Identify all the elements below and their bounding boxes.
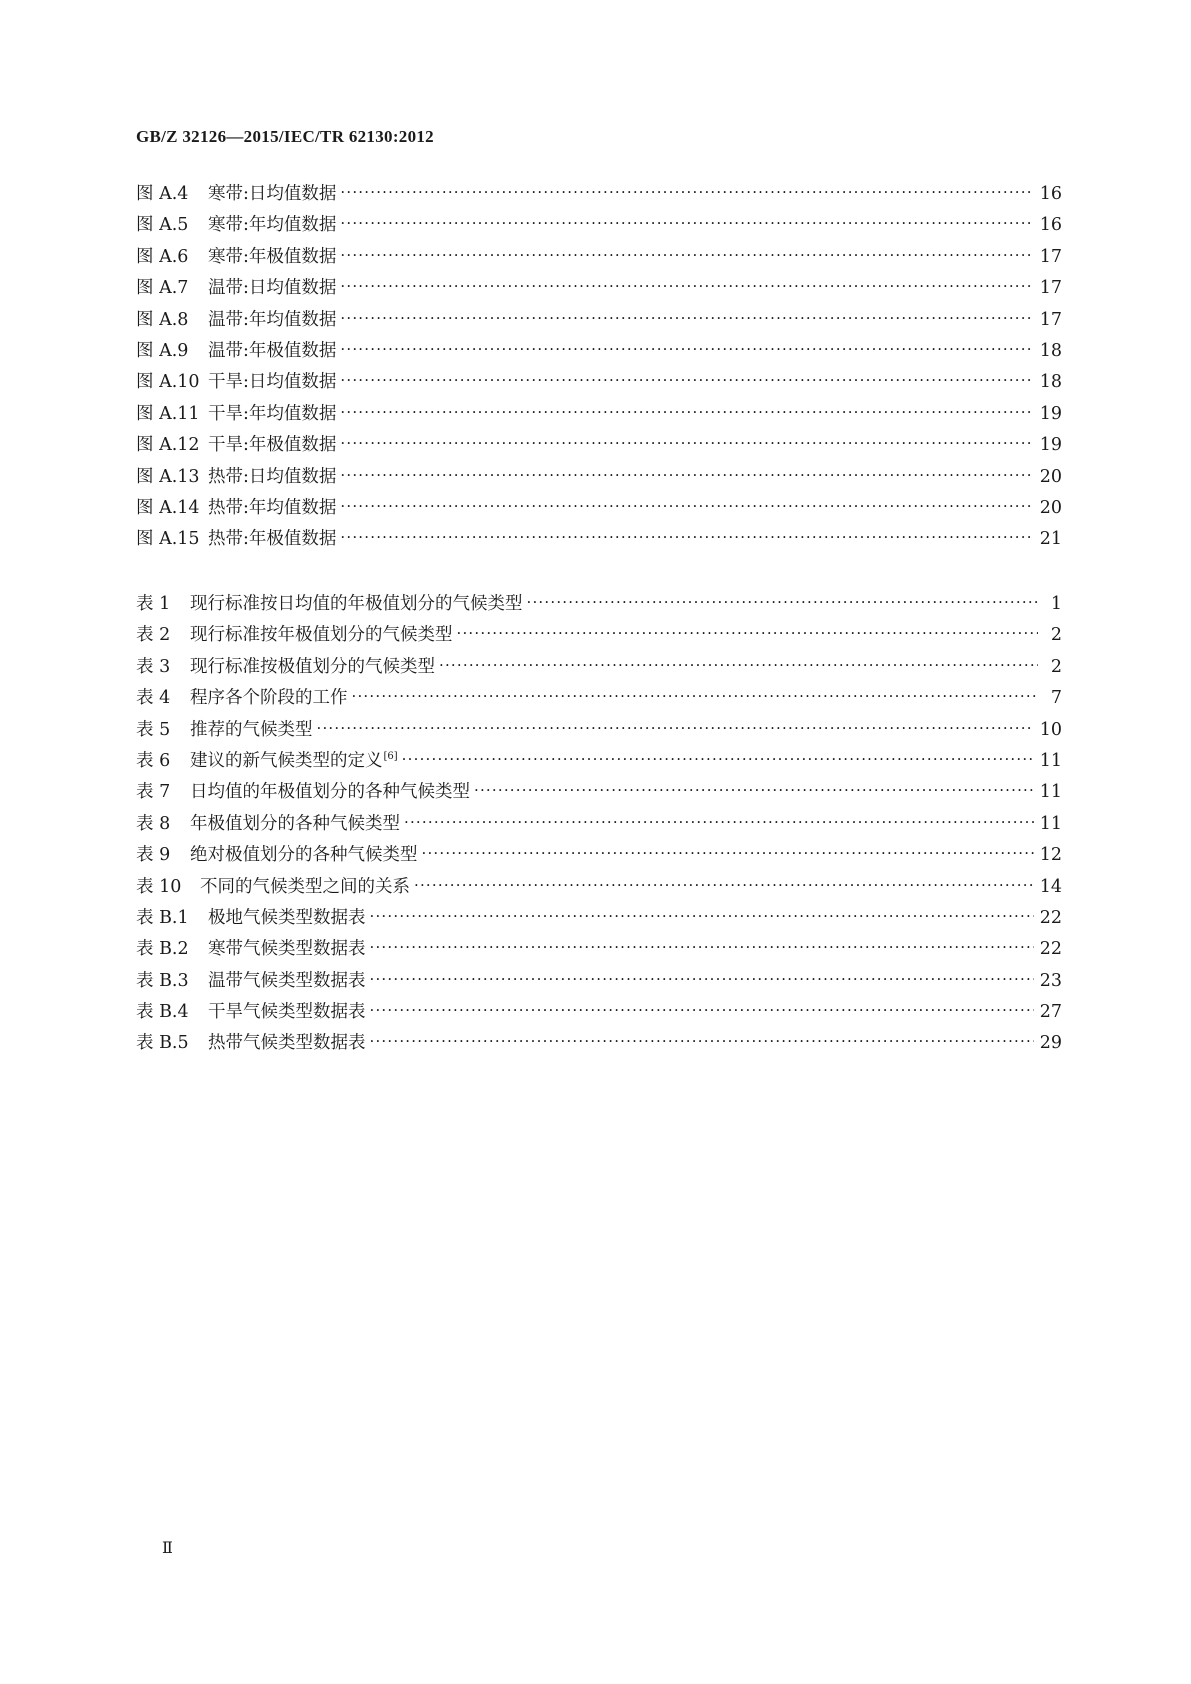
- figure-entry-number: 图 A.11: [136, 403, 200, 424]
- figure-entry[interactable]: [136, 211, 1062, 242]
- figure-entry-number: 图 A.5: [136, 215, 189, 236]
- table-entry-title: [208, 1029, 366, 1054]
- table-entry-title-text: 热带气候类型数据表: [208, 1033, 366, 1054]
- table-entry[interactable]: [136, 1029, 1062, 1060]
- figure-entry-title: [208, 525, 336, 550]
- dot-leader: [317, 721, 1034, 736]
- dot-leader: [340, 216, 1033, 231]
- figure-entry-page-number: 16: [1039, 215, 1062, 236]
- dot-leader: [414, 878, 1034, 893]
- dot-leader: [340, 405, 1033, 420]
- figure-entry-title: [208, 306, 336, 331]
- figure-entry-title-text: 寒带:年极值数据: [208, 246, 337, 267]
- table-entry-number: 表 4: [136, 688, 171, 709]
- table-entry-page-number: 1: [1050, 594, 1062, 614]
- table-entry[interactable]: [136, 590, 1062, 621]
- table-entry-page-number: 23: [1039, 970, 1062, 991]
- table-entry-page-number: 22: [1039, 907, 1062, 928]
- table-entry-title-text: 现行标准按极值划分的气候类型: [190, 656, 435, 677]
- dot-leader: [474, 783, 1034, 798]
- figure-entry-number: 图 A.12: [136, 435, 200, 456]
- table-entry-page-number: 10: [1039, 719, 1062, 740]
- figure-entry-page-number: 19: [1039, 435, 1062, 456]
- dot-leader: [340, 279, 1033, 294]
- table-entry-number: 表 B.4: [136, 1002, 189, 1023]
- table-entry-title: [200, 873, 410, 898]
- dot-leader: [340, 530, 1033, 545]
- table-entry-page-number: 2: [1050, 656, 1062, 677]
- dot-leader: [370, 940, 1034, 955]
- figure-entry[interactable]: [136, 525, 1062, 556]
- table-entry[interactable]: [136, 716, 1062, 747]
- table-entry-page-number: 12: [1039, 845, 1062, 866]
- figure-entry[interactable]: [136, 400, 1062, 431]
- table-entry[interactable]: [136, 621, 1062, 652]
- table-entry-page-number: 22: [1039, 939, 1062, 960]
- figure-entry-title-text: 热带:年均值数据: [208, 497, 337, 518]
- table-entry-title: [190, 778, 470, 803]
- dot-leader: [457, 626, 1039, 641]
- table-entry-title-text: 绝对极值划分的各种气候类型: [190, 845, 418, 866]
- table-entry[interactable]: [136, 998, 1062, 1029]
- figure-entry-page-number: 20: [1039, 466, 1062, 487]
- table-entry-number: 表 3: [136, 656, 171, 677]
- table-entry-page-number: 7: [1050, 688, 1062, 709]
- figure-entry-title-text: 热带:年极值数据: [208, 529, 337, 550]
- figure-entry-number: 图 A.13: [136, 466, 200, 487]
- table-entry-number: 表 B.2: [136, 939, 189, 960]
- figure-entry-title: [208, 400, 336, 425]
- figure-entry-title: [208, 211, 336, 236]
- table-entry-title-text: 程序各个阶段的工作: [190, 688, 348, 709]
- table-entry[interactable]: [136, 810, 1062, 841]
- dot-leader: [402, 752, 1034, 767]
- table-entry-page-number: 11: [1039, 750, 1062, 771]
- figure-entry[interactable]: [136, 243, 1062, 274]
- dot-leader: [340, 373, 1033, 388]
- figure-entry-title-text: 温带:年均值数据: [208, 309, 337, 330]
- table-entry-title-text: 建议的新气候类型的定义: [190, 750, 383, 771]
- figure-entry-title: [208, 243, 336, 268]
- dot-leader: [370, 909, 1034, 924]
- table-entry-title-text: 现行标准按年极值划分的气候类型: [190, 625, 453, 646]
- figure-entry-title-text: 干旱:年均值数据: [208, 403, 337, 424]
- dot-leader: [340, 248, 1033, 263]
- figure-list: [136, 180, 1062, 557]
- table-entry-page-number: 11: [1039, 813, 1062, 834]
- dot-leader: [370, 972, 1034, 987]
- table-entry-number: 表 2: [136, 625, 171, 646]
- dot-leader: [439, 658, 1038, 673]
- figure-entry-page-number: 18: [1039, 340, 1062, 361]
- figure-entry[interactable]: [136, 368, 1062, 399]
- table-entry-page-number: 2: [1050, 625, 1062, 646]
- figure-entry[interactable]: [136, 337, 1062, 368]
- dot-leader: [340, 499, 1033, 514]
- table-entry-page-number: 14: [1039, 876, 1062, 897]
- table-entry-title-text: 现行标准按日均值的年极值划分的气候类型: [190, 594, 523, 614]
- figure-entry-page-number: 20: [1039, 497, 1062, 518]
- figure-entry-title-text: 温带:日均值数据: [208, 278, 337, 299]
- table-entry-title: [190, 684, 348, 709]
- table-entry-page-number: 29: [1039, 1033, 1062, 1054]
- table-entry-title: [190, 653, 435, 678]
- figure-entry[interactable]: [136, 180, 1062, 211]
- table-entry[interactable]: [136, 904, 1062, 935]
- table-entry-title: [208, 967, 366, 992]
- figure-entry-title-text: 热带:日均值数据: [208, 466, 337, 487]
- table-entry-title-text: 干旱气候类型数据表: [208, 1002, 366, 1023]
- figure-entry-page-number: 17: [1039, 309, 1062, 330]
- figure-entry-title: [208, 368, 336, 393]
- table-entry-number: 表 B.1: [136, 907, 189, 928]
- table-entry-title-text: 极地气候类型数据表: [208, 907, 366, 928]
- figure-entry[interactable]: [136, 494, 1062, 525]
- figure-entry[interactable]: [136, 306, 1062, 337]
- table-entry-title-text: 不同的气候类型之间的关系: [200, 876, 410, 897]
- figure-entry[interactable]: [136, 431, 1062, 462]
- table-entry-title: [190, 590, 523, 615]
- figure-entry-number: 图 A.7: [136, 278, 189, 299]
- table-entry[interactable]: [136, 935, 1062, 966]
- figure-entry-page-number: 19: [1039, 403, 1062, 424]
- figure-entry-number: 图 A.9: [136, 340, 189, 361]
- table-entry-title: [190, 716, 313, 741]
- table-list: [136, 590, 1062, 1061]
- table-entry-title-text: 寒带气候类型数据表: [208, 939, 366, 960]
- table-entry[interactable]: [136, 873, 1062, 904]
- figure-entry-title-text: 干旱:日均值数据: [208, 372, 337, 393]
- figure-entry-title: [208, 494, 336, 519]
- table-entry[interactable]: [136, 778, 1062, 809]
- figure-entry-page-number: 17: [1039, 246, 1062, 267]
- figure-entry-title-text: 寒带:日均值数据: [208, 184, 337, 204]
- table-entry-title: [190, 621, 453, 646]
- table-entry-number: 表 B.5: [136, 1033, 189, 1054]
- table-entry-number: 表 8: [136, 813, 171, 834]
- figure-entry-title: [208, 337, 336, 362]
- standard-code-header: GB/Z 32126—2015/IEC/TR 62130:2012: [136, 127, 434, 146]
- table-entry-title-text: 日均值的年极值划分的各种气候类型: [190, 782, 470, 803]
- dot-leader: [404, 815, 1034, 830]
- figure-entry[interactable]: [136, 463, 1062, 494]
- table-entry-number: 表 9: [136, 845, 171, 866]
- table-entry-title: [208, 998, 366, 1023]
- table-entry[interactable]: [136, 841, 1062, 872]
- figure-entry-title-text: 温带:年极值数据: [208, 340, 337, 361]
- figure-entry-number: 图 A.6: [136, 246, 189, 267]
- figure-entry-title: [208, 274, 336, 299]
- table-entry-title: [208, 935, 366, 960]
- figure-entry-page-number: 16: [1039, 184, 1062, 204]
- dot-leader: [340, 185, 1033, 200]
- table-entry-page-number: 11: [1039, 782, 1062, 803]
- table-entry-title: [190, 841, 418, 866]
- table-entry-title: [190, 747, 398, 772]
- figure-entry-number: 图 A.10: [136, 372, 200, 393]
- table-entry-number: 表 B.3: [136, 970, 189, 991]
- figure-entry-title: [208, 463, 336, 488]
- figure-entry-page-number: 21: [1039, 529, 1062, 550]
- figure-entry-number: 图 A.8: [136, 309, 189, 330]
- citation-reference: [6]: [383, 750, 398, 762]
- table-entry-title: [190, 810, 400, 835]
- dot-leader: [370, 1003, 1034, 1018]
- dot-leader: [340, 468, 1033, 483]
- table-entry-number: 表 1: [136, 594, 171, 614]
- table-entry-title-text: 推荐的气候类型: [190, 719, 313, 740]
- table-entry-page-number: 27: [1039, 1002, 1062, 1023]
- table-entry-number: 表 10: [136, 876, 182, 897]
- dot-leader: [340, 436, 1033, 451]
- figure-entry-title: [208, 431, 336, 456]
- dot-leader: [370, 1034, 1034, 1049]
- figure-entry-page-number: 18: [1039, 372, 1062, 393]
- table-entry[interactable]: [136, 653, 1062, 684]
- figure-entry-page-number: 17: [1039, 278, 1062, 299]
- figure-entry-number: 图 A.14: [136, 497, 200, 518]
- figure-entry[interactable]: [136, 274, 1062, 305]
- table-entry-title: [208, 904, 366, 929]
- dot-leader: [422, 846, 1034, 861]
- figure-entry-number: 图 A.15: [136, 529, 200, 550]
- figure-entry-title: [208, 180, 336, 205]
- figure-entry-title-text: 寒带:年均值数据: [208, 215, 337, 236]
- table-entry-number: 表 5: [136, 719, 171, 740]
- figure-entry-title-text: 干旱:年极值数据: [208, 435, 337, 456]
- table-entry[interactable]: [136, 747, 1062, 778]
- table-entry[interactable]: [136, 684, 1062, 715]
- page-number: Ⅱ: [162, 1540, 173, 1557]
- dot-leader: [340, 311, 1033, 326]
- dot-leader: [340, 342, 1033, 357]
- table-entry[interactable]: [136, 967, 1062, 998]
- table-entry-number: 表 7: [136, 782, 171, 803]
- table-entry-number: 表 6: [136, 750, 171, 771]
- dot-leader: [527, 595, 1039, 610]
- dot-leader: [352, 689, 1039, 704]
- table-entry-title-text: 年极值划分的各种气候类型: [190, 813, 400, 834]
- table-entry-title-text: 温带气候类型数据表: [208, 970, 366, 991]
- figure-entry-number: 图 A.4: [136, 184, 189, 204]
